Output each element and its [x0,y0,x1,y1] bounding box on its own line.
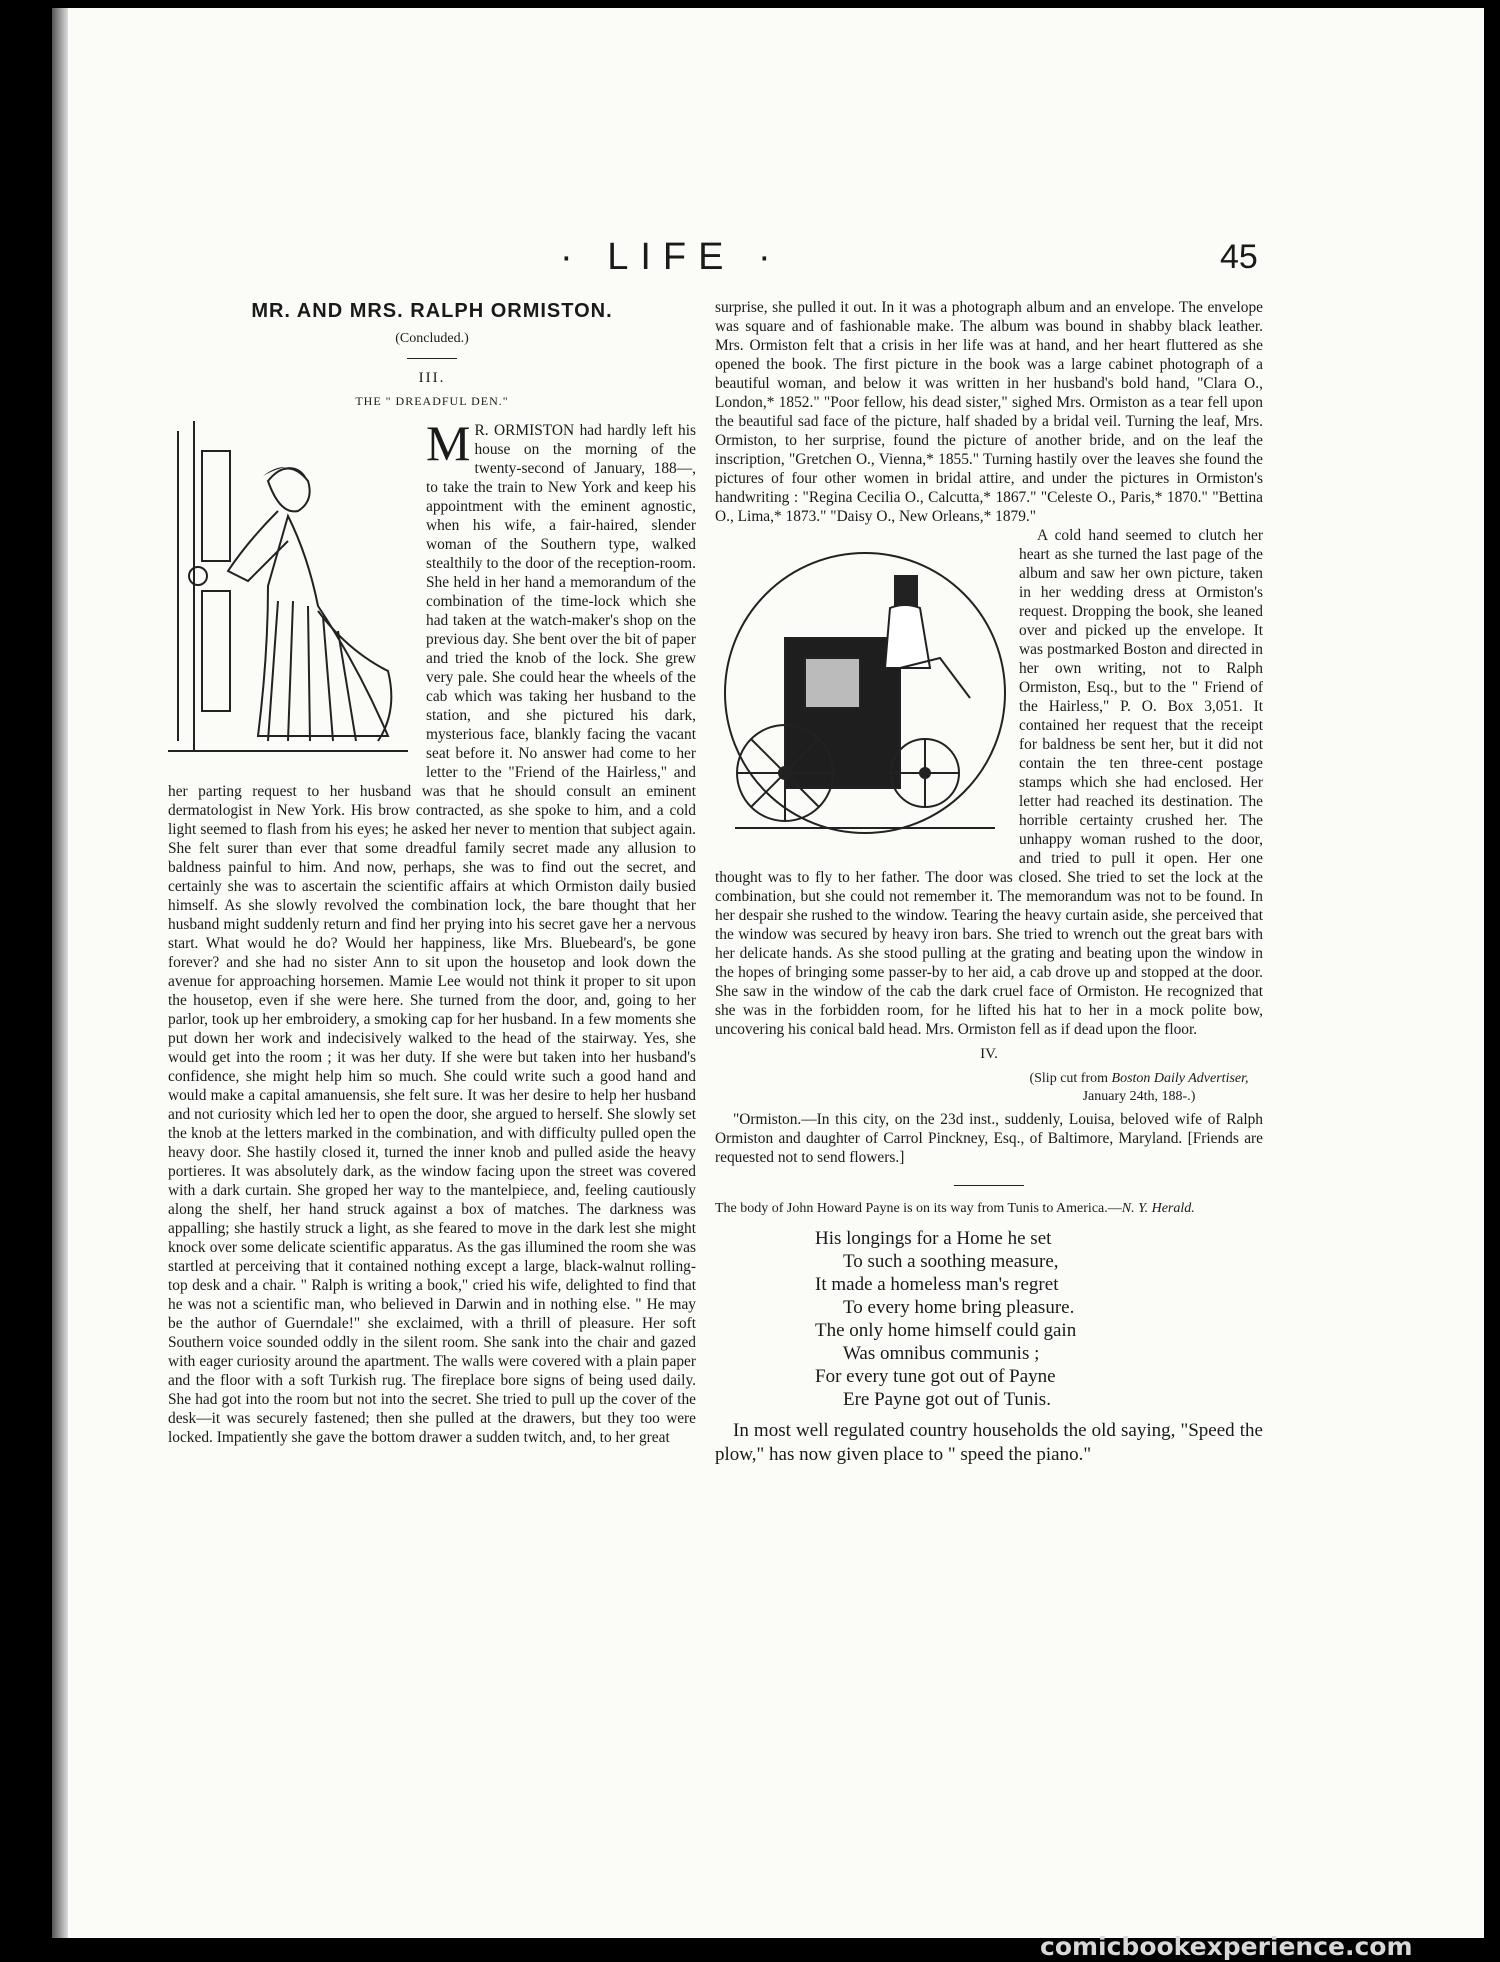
article-text-right-2: A cold hand seemed to clutch her heart as she turned the last page of the album and saw her own picture, taken in her wedding dress at Ormiston's request. Dropping the book, she leaned over and picked up the envelope. It was postmarked Boston and directed in her own writing, not to Ralph Ormiston, Esq., but to the " Friend of the Hairless," P. O. Box 3,051. It contained her request that the receipt for baldness be sent her, but it did not contain the ten three-cent postage stamps which she had enclosed. Her letter had reached its destination. The horrible certainty crushed her. The unhappy woman rushed to the door, and tried to pull it open. Her one thought was to fly to her father. The door was closed. She tried to set the lock at the combination, but she could not remember it. The memorandum was not to be found. In her despair she rushed to the window. Tearing the heavy curtain aside, she perceived that the window was secured by heavy iron bars. She tried to wrench out the great bars with her delicate hands. As she stood pulling at the grating and beating upon the window in the hopes of bringing some passer-by to her aid, a cab drove up and stopped at the door. She saw in the window of the cab the dark cruel face of Ormiston. He recognized that she was in the forbidden room, for he lifted his hat to her in a mock polite bow, uncovering his conical bald head. Mrs. Ormiston fell as if dead upon the floor. [715,527,1263,1038]
section-heading: THE " DREADFUL DEN." [355,394,509,408]
article-text-right-1: surprise, she pulled it out. In it was a photograph album and an envelope. The envelope was square and of fashionable make. The album was bound in shabby black leather. Mrs. Ormiston felt that a crisis in her life was at hand, and her heart fluttered as she opened the book. The first picture in the book was a large cabinet photograph of a beautiful woman, and below it was written in her husband's bold hand, "Clara O., London,* 1852." "Poor fellow, his dead sister," sighed Mrs. Ormiston as a tear fell upon the beautiful sad face of the picture, half shaded by a bridal veil. Turning the leaf, Mrs. Ormiston, to her surprise, found the picture of another bride, and on the leaf the inscription, "Gretchen O., Vienna,* 1855." Turning hastily over the leaves she found the pictures of four other women in bridal attire, and under the pictures in Ormiston's handwriting : "Regina Cecilia O., Calcutta,* 1867." "Celeste O., Paris,* 1870." "Bettina O., Lima,* 1873." "Daisy O., New Orleans,* 1879." [715,299,1263,525]
right-column [715,298,1263,1467]
verse-line: The only home himself could gain [815,1320,1077,1341]
concluded-label: (Concluded.) [395,331,469,346]
verse-line: Was omnibus communis ; [843,1343,1040,1364]
page-number: 45 [1220,238,1258,276]
slip-caption: (Slip cut from Boston Daily Advertiser, January 24th, 188-.) [1029,1071,1249,1104]
verse-line: For every tune got out of Payne [815,1366,1056,1387]
verse-line: It made a homeless man's regret [815,1274,1059,1295]
section-numeral-iii: III. [418,370,446,386]
verse-line: Ere Payne got out of Tunis. [843,1389,1051,1410]
watermark: comicbookexperience.com [1040,1932,1413,1961]
masthead: · LIFE · [560,236,783,278]
payne-note: The body of John Howard Payne is on its way from Tunis to America.—N. Y. Herald. [715,1201,1195,1216]
illustration-woman-at-door [168,421,418,761]
drop-cap: M [426,415,471,471]
divider [407,358,457,359]
verse-line: To such a soothing measure, [843,1251,1059,1272]
illustration-cab [715,528,1013,858]
note-source: N. Y. Herald. [1121,1201,1195,1216]
verse-line: His longings for a Home he set [815,1228,1052,1249]
obituary-notice: "Ormiston.—In this city, on the 23d inst., suddenly, Louisa, beloved wife of Ralph Ormiston and daughter of Carrol Pinckney, Esq., of Baltimore, Maryland. [Friends are requested not to send flowers.] [715,1111,1263,1166]
payne-verse [815,1227,1263,1411]
verse-line: To every home bring pleasure. [843,1297,1075,1318]
newspaper-name: Boston Daily Advertiser, [1111,1071,1249,1086]
page-binding-edge [52,8,68,1938]
section-numeral-iv: IV. [980,1046,998,1062]
article-title: MR. AND MRS. RALPH ORMISTON. [251,300,613,322]
divider [954,1185,1024,1186]
closing-paragraph: In most well regulated country households the old saying, "Speed the plow," has now given place to " speed the piano." [715,1420,1263,1465]
left-column [168,298,696,1447]
article-text-left: R. ORMISTON had hardly left his house on the morning of the twenty-second of January, 188—, to take the train to New York and keep his appointment with the eminent agnostic, when his wife, a fair-haired, slender woman of the Southern type, walked stealthily to the door of the reception-room. She held in her hand a memorandum of the combination of the time-lock which she had taken at the watch-maker's shop on the previous day. She bent over the bit of paper and tried the knob of the lock. She grew very pale. She could hear the wheels of the cab which was taking her husband to the station, and she pictured his dark, mysterious face, blankly facing the vacant seat before it. No answer had come to her letter to the "Friend of the Hairless," and her parting request to her husband was that he should consult an eminent dermatologist in New York. His brow contracted, as she spoke to him, and a cold light seemed to flash from his eyes; he asked her never to mention that subject again. She felt surer than ever that some dreadful family secret made any allusion to baldness painful to him. And now, perhaps, she was to find out the secret, and certainly she was to ascertain the scientific affairs at which Ormiston daily busied himself. As she slowly revolved the combination lock, the bare thought that her husband might suddenly return and find her prying into his secret gave her a nervous start. What would he do? Would her happiness, like Mrs. Bluebeard's, be gone forever? and she had no sister Ann to sit upon the housetop and look down the avenue for approaching horsemen. Mamie Lee would not think it proper to sit upon the housetop, even if she were here. She turned from the door, and, going to her parlor, took up her embroidery, a smoking cap for her husband. In a few moments she put down her work and indecisively walked to the head of the stairway. Yes, she would get into the room ; it was her duty. If she were but taken into her husband's confidence, she might help him so much. She could write such a good hand and would make a capital amanuensis, she felt sure. It was her desire to help her husband and not curiosity which led her to open the door, she argued to herself. She slowly set the knob at the letters marked in the combination, and with difficulty pulled open the heavy door. She hastily closed it, turned the inner knob and pulled aside the heavy portieres. It was absolutely dark, as the window facing upon the street was covered with a dark curtain. She groped her way to the mantelpiece, and, feeling cautiously along the shelf, her hand struck against a box of matches. The darkness was appalling; she hastily struck a light, as she feared to move in the dark lest she might knock over some delicate scientific apparatus. As the gas illumined the room she was startled at perceiving that it contained nothing except a large, black-walnut rolling-top desk and a chair. " Ralph is writing a book," cried his wife, delighted to find that he was not a scientific man, who believed in Darwin and in nothing else. " He may be the author of Guerndale!" she exclaimed, with a thrill of pleasure. Her soft Southern voice sounded oddly in the silent room. She sank into the chair and gazed with eager curiosity around the apartment. The walls were covered with a plain paper and the floor with a soft Turkish rug. The fireplace bore signs of being used daily. She had got into the room but not into the secret. She tried to pull up the cover of the desk—it was securely fastened; then she pulled at the drawers, but they too were locked. Impatiently she gave the bottom drawer a sudden twitch, and, to her great [168,422,696,1446]
